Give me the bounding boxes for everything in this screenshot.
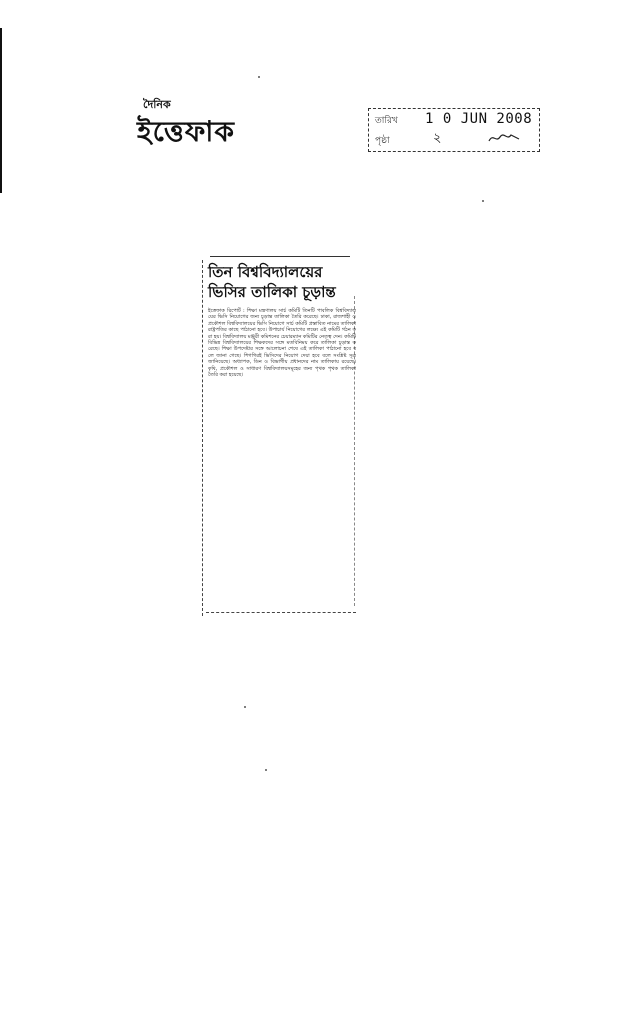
scan-speck <box>244 706 246 708</box>
news-clipping <box>202 256 360 616</box>
scan-speck <box>482 200 484 202</box>
stamp-page-label: পৃষ্ঠা <box>375 136 390 146</box>
masthead-daily-label: দৈনিক <box>143 98 171 111</box>
scan-left-edge-rule <box>0 28 2 193</box>
clipping-bottom-rule <box>206 612 356 614</box>
stamp-date-value: 1 0 JUN 2008 <box>425 111 533 127</box>
stamp-date-label: তারিখ <box>375 116 398 126</box>
clipping-left-edge <box>202 260 204 616</box>
masthead-title: ইত্তেফাক <box>137 115 236 148</box>
newspaper-masthead <box>137 96 257 152</box>
archive-date-stamp <box>368 108 540 152</box>
clipping-headline <box>208 262 354 302</box>
stamp-page-value: ২ <box>433 131 442 146</box>
scan-speck <box>265 769 267 771</box>
handwritten-signature-icon <box>487 131 521 145</box>
headline-line-1: তিন বিশ্ববিদ্যালয়ের <box>208 263 323 281</box>
clipping-top-rule <box>210 256 350 257</box>
headline-line-2: ভিসির তালিকা চূড়ান্ত <box>208 283 336 301</box>
scan-speck <box>258 76 260 78</box>
clipping-body-text: ইত্তেফাক রিপোর্ট : শিক্ষা মন্ত্রণালয় সার্চ কমিটি তিনটি পাবলিক বিশ্ববিদ্যালয়ের ভিসি নিয়োগের জন্য চূড়ান্ত তালিকা তৈরি করেছে। ঢাকা, রাজশাহী ও প্রকৌশল বিশ্ববিদ্যালয়ের ভিসি নিয়োগে সার্চ কমিটি প্রস্তাবিত নামের তালিকা রাষ্ট্রপতির কাছে পাঠানো হবে। উপাচার্য নিয়োগের লক্ষ্যে এই কমিটি গঠন করা হয়। বিশ্ববিদ্যালয় মঞ্জুরী কমিশনের চেয়ারম্যান কমিটির নেতৃত্ব দেন। কমিটি বিভিন্ন বিশ্ববিদ্যালয়ের শিক্ষকদের সঙ্গে মতবিনিময় করে তালিকা চূড়ান্ত করেছে। শিক্ষা উপদেষ্টার সঙ্গে আলোচনা শেষে এই তালিকা পাঠানো হবে বলে জানা গেছে। শিগগিরই ভিসিদের নিয়োগ দেয়া হবে বলে সংশ্লিষ্ট সূত্র জানিয়েছে। অধ্যাপক, ডিন ও বিভাগীয় প্রধানদের নাম তালিকায় রয়েছে। কৃষি, প্রকৌশল ও সাধারণ বিশ্ববিদ্যালয়সমূহের জন্য পৃথক পৃথক তালিকা তৈরি করা হয়েছে। <box>208 308 356 379</box>
